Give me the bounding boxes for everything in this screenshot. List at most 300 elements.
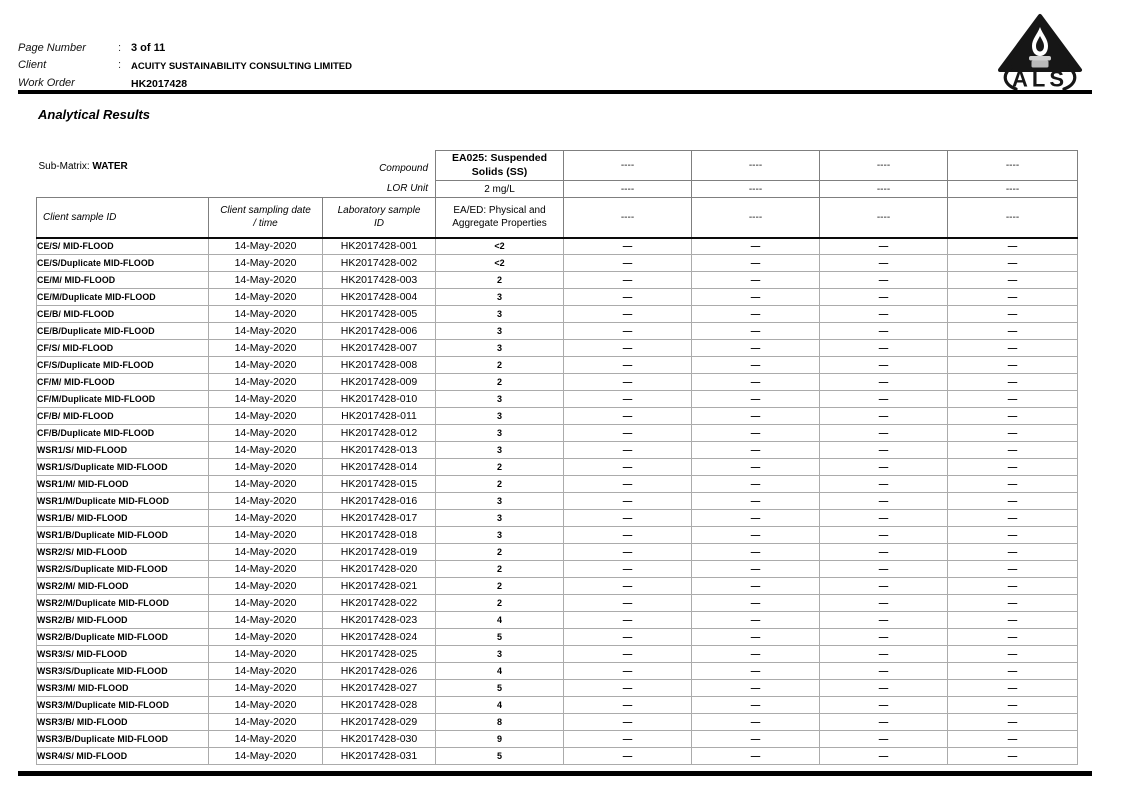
placeholder-column-dash: ---- [692, 181, 820, 198]
date-cell: 14-May-2020 [209, 340, 323, 357]
empty-cell: — [692, 612, 820, 629]
empty-cell: — [564, 595, 692, 612]
column-header-row [37, 198, 1078, 238]
method-line2: Aggregate Properties [452, 218, 547, 230]
table-row [37, 629, 1078, 646]
empty-cell: — [948, 391, 1078, 408]
date-cell: 14-May-2020 [209, 578, 323, 595]
date-cell: 14-May-2020 [209, 697, 323, 714]
sample-id-cell: WSR3/M/Duplicate MID-FLOOD [37, 697, 209, 714]
table-row [37, 731, 1078, 748]
lab-id-cell: HK2017428-025 [323, 646, 436, 663]
date-cell: 14-May-2020 [209, 544, 323, 561]
table-row [37, 595, 1078, 612]
compound-name-line1: EA025: Suspended [451, 152, 548, 164]
sample-id-cell: WSR3/B/ MID-FLOOD [37, 714, 209, 731]
empty-cell: — [692, 340, 820, 357]
empty-cell: — [692, 697, 820, 714]
empty-cell: — [948, 714, 1078, 731]
analytical-results-table [36, 150, 1078, 765]
sample-id-cell: WSR1/B/ MID-FLOOD [37, 510, 209, 527]
empty-cell: — [564, 510, 692, 527]
empty-cell: — [948, 663, 1078, 680]
empty-cell: — [948, 323, 1078, 340]
table-row [37, 612, 1078, 629]
lab-id-cell: HK2017428-031 [323, 748, 436, 765]
empty-cell: — [564, 731, 692, 748]
empty-cell: — [948, 527, 1078, 544]
empty-cell: — [564, 306, 692, 323]
lab-id-cell: HK2017428-012 [323, 425, 436, 442]
empty-cell: — [692, 238, 820, 255]
sample-id-cell: CE/S/ MID-FLOOD [37, 238, 209, 255]
value-cell: 2 [436, 595, 564, 612]
empty-cell: — [820, 629, 948, 646]
document-info-header [18, 40, 352, 93]
sample-id-cell: CF/M/Duplicate MID-FLOOD [37, 391, 209, 408]
table-row [37, 714, 1078, 731]
empty-cell: — [820, 425, 948, 442]
lab-id-cell: HK2017428-021 [323, 578, 436, 595]
value-cell: 2 [436, 578, 564, 595]
placeholder-column-dash: ---- [692, 198, 820, 238]
value-cell: 4 [436, 663, 564, 680]
empty-cell: — [564, 255, 692, 272]
empty-cell: — [692, 306, 820, 323]
lab-id-cell: HK2017428-020 [323, 561, 436, 578]
value-cell: <2 [436, 238, 564, 255]
value-cell: 3 [436, 323, 564, 340]
placeholder-column-dash: ---- [948, 198, 1078, 238]
column-header-sample-id: Client sample ID [37, 198, 209, 238]
value-cell: 3 [436, 306, 564, 323]
work-order-value: HK2017428 [131, 78, 188, 90]
client-colon: : [118, 58, 122, 71]
empty-cell: — [948, 578, 1078, 595]
sample-id-cell: CE/M/ MID-FLOOD [37, 272, 209, 289]
value-cell: 2 [436, 544, 564, 561]
empty-cell: — [820, 663, 948, 680]
date-cell: 14-May-2020 [209, 255, 323, 272]
empty-cell: — [564, 442, 692, 459]
table-row [37, 493, 1078, 510]
empty-cell: — [692, 527, 820, 544]
empty-cell: — [564, 612, 692, 629]
date-cell: 14-May-2020 [209, 527, 323, 544]
empty-cell: — [564, 459, 692, 476]
date-cell: 14-May-2020 [209, 731, 323, 748]
empty-cell: — [948, 374, 1078, 391]
sample-id-cell: WSR1/M/Duplicate MID-FLOOD [37, 493, 209, 510]
table-row [37, 510, 1078, 527]
work-order-label: Work Order [18, 77, 75, 89]
value-cell: 2 [436, 272, 564, 289]
sample-id-cell: CE/B/Duplicate MID-FLOOD [37, 323, 209, 340]
date-cell: 14-May-2020 [209, 595, 323, 612]
empty-cell: — [692, 731, 820, 748]
value-cell: 2 [436, 459, 564, 476]
table-row [37, 459, 1078, 476]
lor-unit-label: LOR Unit [386, 183, 428, 195]
empty-cell: — [692, 748, 820, 765]
placeholder-column-dash: ---- [820, 198, 948, 238]
lab-id-cell: HK2017428-002 [323, 255, 436, 272]
empty-cell: — [820, 493, 948, 510]
value-cell: 2 [436, 561, 564, 578]
empty-cell: — [564, 323, 692, 340]
empty-cell: — [820, 476, 948, 493]
empty-cell: — [564, 527, 692, 544]
value-cell: 3 [436, 340, 564, 357]
empty-cell: — [820, 646, 948, 663]
empty-cell: — [948, 255, 1078, 272]
sample-id-cell: WSR3/S/ MID-FLOOD [37, 646, 209, 663]
empty-cell: — [948, 680, 1078, 697]
empty-cell: — [948, 459, 1078, 476]
lab-id-cell: HK2017428-028 [323, 697, 436, 714]
empty-cell: — [820, 357, 948, 374]
placeholder-column-dash: ---- [564, 198, 692, 238]
empty-cell: — [692, 510, 820, 527]
empty-cell: — [564, 238, 692, 255]
lab-id-cell: HK2017428-018 [323, 527, 436, 544]
lor-value-cell: 2 mg/L [436, 181, 564, 198]
empty-cell: — [692, 272, 820, 289]
lab-id-cell: HK2017428-005 [323, 306, 436, 323]
empty-cell: — [948, 561, 1078, 578]
page-number-value: 3 of 11 [131, 42, 166, 54]
empty-cell: — [820, 255, 948, 272]
table-row [37, 748, 1078, 765]
lab-id-cell: HK2017428-009 [323, 374, 436, 391]
empty-cell: — [564, 578, 692, 595]
date-cell: 14-May-2020 [209, 425, 323, 442]
sample-id-cell: CE/B/ MID-FLOOD [37, 306, 209, 323]
empty-cell: — [820, 408, 948, 425]
lab-id-cell: HK2017428-030 [323, 731, 436, 748]
empty-cell: — [564, 391, 692, 408]
sub-matrix-value: WATER [92, 161, 128, 172]
empty-cell: — [692, 255, 820, 272]
empty-cell: — [564, 408, 692, 425]
date-cell: 14-May-2020 [209, 238, 323, 255]
empty-cell: — [948, 238, 1078, 255]
lab-id-cell: HK2017428-015 [323, 476, 436, 493]
date-cell: 14-May-2020 [209, 289, 323, 306]
empty-cell: — [564, 714, 692, 731]
value-cell: 9 [436, 731, 564, 748]
empty-cell: — [820, 323, 948, 340]
date-cell: 14-May-2020 [209, 442, 323, 459]
sample-id-cell: CE/S/Duplicate MID-FLOOD [37, 255, 209, 272]
table-row [37, 646, 1078, 663]
value-cell: 4 [436, 697, 564, 714]
empty-cell: — [692, 714, 820, 731]
value-cell: 2 [436, 476, 564, 493]
table-row [37, 476, 1078, 493]
sub-matrix-label: Sub-Matrix: [38, 161, 90, 172]
lab-id-cell: HK2017428-006 [323, 323, 436, 340]
empty-cell: — [692, 425, 820, 442]
empty-cell: — [564, 374, 692, 391]
value-cell: 3 [436, 493, 564, 510]
lab-id-cell: HK2017428-010 [323, 391, 436, 408]
date-cell: 14-May-2020 [209, 646, 323, 663]
value-cell: 3 [436, 289, 564, 306]
empty-cell: — [820, 578, 948, 595]
lab-id-cell: HK2017428-026 [323, 663, 436, 680]
date-cell: 14-May-2020 [209, 459, 323, 476]
table-row [37, 425, 1078, 442]
lab-id-cell: HK2017428-016 [323, 493, 436, 510]
empty-cell: — [564, 561, 692, 578]
empty-cell: — [564, 544, 692, 561]
section-title: Analytical Results [38, 107, 150, 122]
table-row [37, 578, 1078, 595]
empty-cell: — [564, 646, 692, 663]
empty-cell: — [820, 289, 948, 306]
empty-cell: — [692, 442, 820, 459]
table-row [37, 697, 1078, 714]
table-row [37, 680, 1078, 697]
empty-cell: — [820, 714, 948, 731]
sample-id-cell: CF/B/ MID-FLOOD [37, 408, 209, 425]
empty-cell: — [948, 731, 1078, 748]
date-cell: 14-May-2020 [209, 391, 323, 408]
date-cell: 14-May-2020 [209, 510, 323, 527]
compound-header-cell [436, 151, 564, 181]
sub-matrix [37, 157, 128, 172]
empty-cell: — [692, 595, 820, 612]
value-cell: 8 [436, 714, 564, 731]
sample-id-cell: WSR2/B/Duplicate MID-FLOOD [37, 629, 209, 646]
table-row [37, 527, 1078, 544]
date-cell: 14-May-2020 [209, 714, 323, 731]
empty-cell: — [948, 629, 1078, 646]
empty-cell: — [948, 510, 1078, 527]
empty-cell: — [564, 476, 692, 493]
value-cell: <2 [436, 255, 564, 272]
empty-cell: — [820, 697, 948, 714]
empty-cell: — [692, 357, 820, 374]
empty-cell: — [692, 459, 820, 476]
empty-cell: — [820, 680, 948, 697]
value-cell: 4 [436, 612, 564, 629]
empty-cell: — [948, 493, 1078, 510]
logo-text: ALS [1012, 66, 1068, 90]
empty-cell: — [692, 680, 820, 697]
empty-cell: — [692, 493, 820, 510]
date-cell: 14-May-2020 [209, 272, 323, 289]
empty-cell: — [820, 459, 948, 476]
table-row [37, 272, 1078, 289]
table-row [37, 340, 1078, 357]
client-label: Client [18, 58, 47, 71]
empty-cell: — [692, 646, 820, 663]
lab-id-cell: HK2017428-024 [323, 629, 436, 646]
lab-id-cell: HK2017428-007 [323, 340, 436, 357]
lab-id-cell: HK2017428-027 [323, 680, 436, 697]
client-row [18, 57, 352, 76]
page-number-label: Page Number [18, 42, 86, 54]
empty-cell: — [948, 595, 1078, 612]
sample-id-cell: CF/M/ MID-FLOOD [37, 374, 209, 391]
date-cell: 14-May-2020 [209, 561, 323, 578]
value-cell: 2 [436, 374, 564, 391]
sample-id-cell: WSR2/M/Duplicate MID-FLOOD [37, 595, 209, 612]
lab-id-cell: HK2017428-019 [323, 544, 436, 561]
empty-cell: — [820, 442, 948, 459]
empty-cell: — [564, 357, 692, 374]
value-cell: 5 [436, 748, 564, 765]
table-row [37, 544, 1078, 561]
empty-cell: — [820, 272, 948, 289]
compound-name-line2: Solids (SS) [471, 165, 528, 178]
lab-id-cell: HK2017428-008 [323, 357, 436, 374]
table-row [37, 391, 1078, 408]
empty-cell: — [692, 374, 820, 391]
empty-cell: — [692, 391, 820, 408]
empty-cell: — [564, 697, 692, 714]
empty-cell: — [692, 544, 820, 561]
page-number-colon: : [118, 42, 122, 54]
empty-cell: — [820, 391, 948, 408]
date-cell: 14-May-2020 [209, 476, 323, 493]
sample-id-cell: WSR1/S/ MID-FLOOD [37, 442, 209, 459]
empty-cell: — [948, 544, 1078, 561]
empty-cell: — [564, 748, 692, 765]
lab-id-cell: HK2017428-014 [323, 459, 436, 476]
empty-cell: — [948, 408, 1078, 425]
sample-id-cell: WSR4/S/ MID-FLOOD [37, 748, 209, 765]
empty-cell: — [820, 561, 948, 578]
table-row [37, 323, 1078, 340]
lor-unit-row [37, 181, 1078, 198]
date-cell: 14-May-2020 [209, 408, 323, 425]
date-cell: 14-May-2020 [209, 306, 323, 323]
empty-cell: — [948, 442, 1078, 459]
empty-cell: — [564, 663, 692, 680]
sample-id-cell: CF/B/Duplicate MID-FLOOD [37, 425, 209, 442]
empty-cell: — [820, 510, 948, 527]
lab-id-cell: HK2017428-023 [323, 612, 436, 629]
sample-id-cell: WSR2/B/ MID-FLOOD [37, 612, 209, 629]
logo-candle-base [1029, 56, 1051, 61]
compound-row [37, 151, 1078, 181]
empty-cell: — [820, 374, 948, 391]
table-row [37, 289, 1078, 306]
empty-cell: — [564, 289, 692, 306]
empty-cell: — [948, 748, 1078, 765]
table-row [37, 663, 1078, 680]
empty-cell: — [692, 663, 820, 680]
date-cell: 14-May-2020 [209, 612, 323, 629]
value-cell: 3 [436, 391, 564, 408]
lab-id-cell: HK2017428-004 [323, 289, 436, 306]
sample-id-cell: WSR2/S/Duplicate MID-FLOOD [37, 561, 209, 578]
client-value: ACUITY SUSTAINABILITY CONSULTING LIMITED [131, 60, 352, 72]
empty-cell: — [564, 680, 692, 697]
date-cell: 14-May-2020 [209, 374, 323, 391]
sample-id-cell: WSR1/M/ MID-FLOOD [37, 476, 209, 493]
value-cell: 5 [436, 629, 564, 646]
empty-cell: — [948, 612, 1078, 629]
sample-id-cell: WSR3/M/ MID-FLOOD [37, 680, 209, 697]
compound-label: Compound [379, 163, 428, 174]
placeholder-column-dash: ---- [820, 181, 948, 198]
lab-id-cell: HK2017428-003 [323, 272, 436, 289]
empty-cell: — [692, 408, 820, 425]
value-cell: 3 [436, 646, 564, 663]
empty-cell: — [564, 629, 692, 646]
table-row [37, 408, 1078, 425]
sample-id-cell: WSR3/S/Duplicate MID-FLOOD [37, 663, 209, 680]
value-cell: 3 [436, 442, 564, 459]
table-row [37, 561, 1078, 578]
sample-id-cell: WSR2/M/ MID-FLOOD [37, 578, 209, 595]
placeholder-column-dash: ---- [820, 151, 948, 181]
sample-id-cell: WSR1/B/Duplicate MID-FLOOD [37, 527, 209, 544]
column-header-sampling-date: Client sampling date / time [209, 198, 323, 238]
placeholder-column-dash: ---- [564, 151, 692, 181]
empty-cell: — [820, 612, 948, 629]
sample-id-cell: WSR2/S/ MID-FLOOD [37, 544, 209, 561]
value-cell: 3 [436, 527, 564, 544]
empty-cell: — [820, 748, 948, 765]
date-cell: 14-May-2020 [209, 663, 323, 680]
table-row [37, 306, 1078, 323]
value-cell: 3 [436, 510, 564, 527]
empty-cell: — [820, 306, 948, 323]
lab-id-cell: HK2017428-022 [323, 595, 436, 612]
placeholder-column-dash: ---- [692, 151, 820, 181]
value-cell: 3 [436, 408, 564, 425]
lab-id-cell: HK2017428-017 [323, 510, 436, 527]
results-body [37, 238, 1078, 765]
placeholder-column-dash: ---- [564, 181, 692, 198]
empty-cell: — [564, 340, 692, 357]
empty-cell: — [564, 493, 692, 510]
lab-id-cell: HK2017428-011 [323, 408, 436, 425]
sample-id-cell: CF/S/Duplicate MID-FLOOD [37, 357, 209, 374]
date-cell: 14-May-2020 [209, 748, 323, 765]
table-row [37, 357, 1078, 374]
empty-cell: — [948, 697, 1078, 714]
page-number-row [18, 40, 352, 57]
table-row [37, 255, 1078, 272]
empty-cell: — [948, 306, 1078, 323]
sample-id-cell: CF/S/ MID-FLOOD [37, 340, 209, 357]
empty-cell: — [948, 272, 1078, 289]
table-row [37, 238, 1078, 255]
method-line1: EA/ED: Physical and [453, 204, 546, 216]
method-header-cell [436, 198, 564, 238]
empty-cell: — [820, 731, 948, 748]
empty-cell: — [948, 289, 1078, 306]
empty-cell: — [820, 544, 948, 561]
sample-id-cell: WSR3/B/Duplicate MID-FLOOD [37, 731, 209, 748]
empty-cell: — [692, 561, 820, 578]
sample-id-cell: WSR1/S/Duplicate MID-FLOOD [37, 459, 209, 476]
value-cell: 2 [436, 357, 564, 374]
table-row [37, 442, 1078, 459]
lab-id-cell: HK2017428-013 [323, 442, 436, 459]
als-logo [992, 10, 1088, 90]
column-header-lab-id: Laboratory sample ID [323, 198, 436, 238]
empty-cell: — [820, 238, 948, 255]
date-cell: 14-May-2020 [209, 493, 323, 510]
placeholder-column-dash: ---- [948, 181, 1078, 198]
